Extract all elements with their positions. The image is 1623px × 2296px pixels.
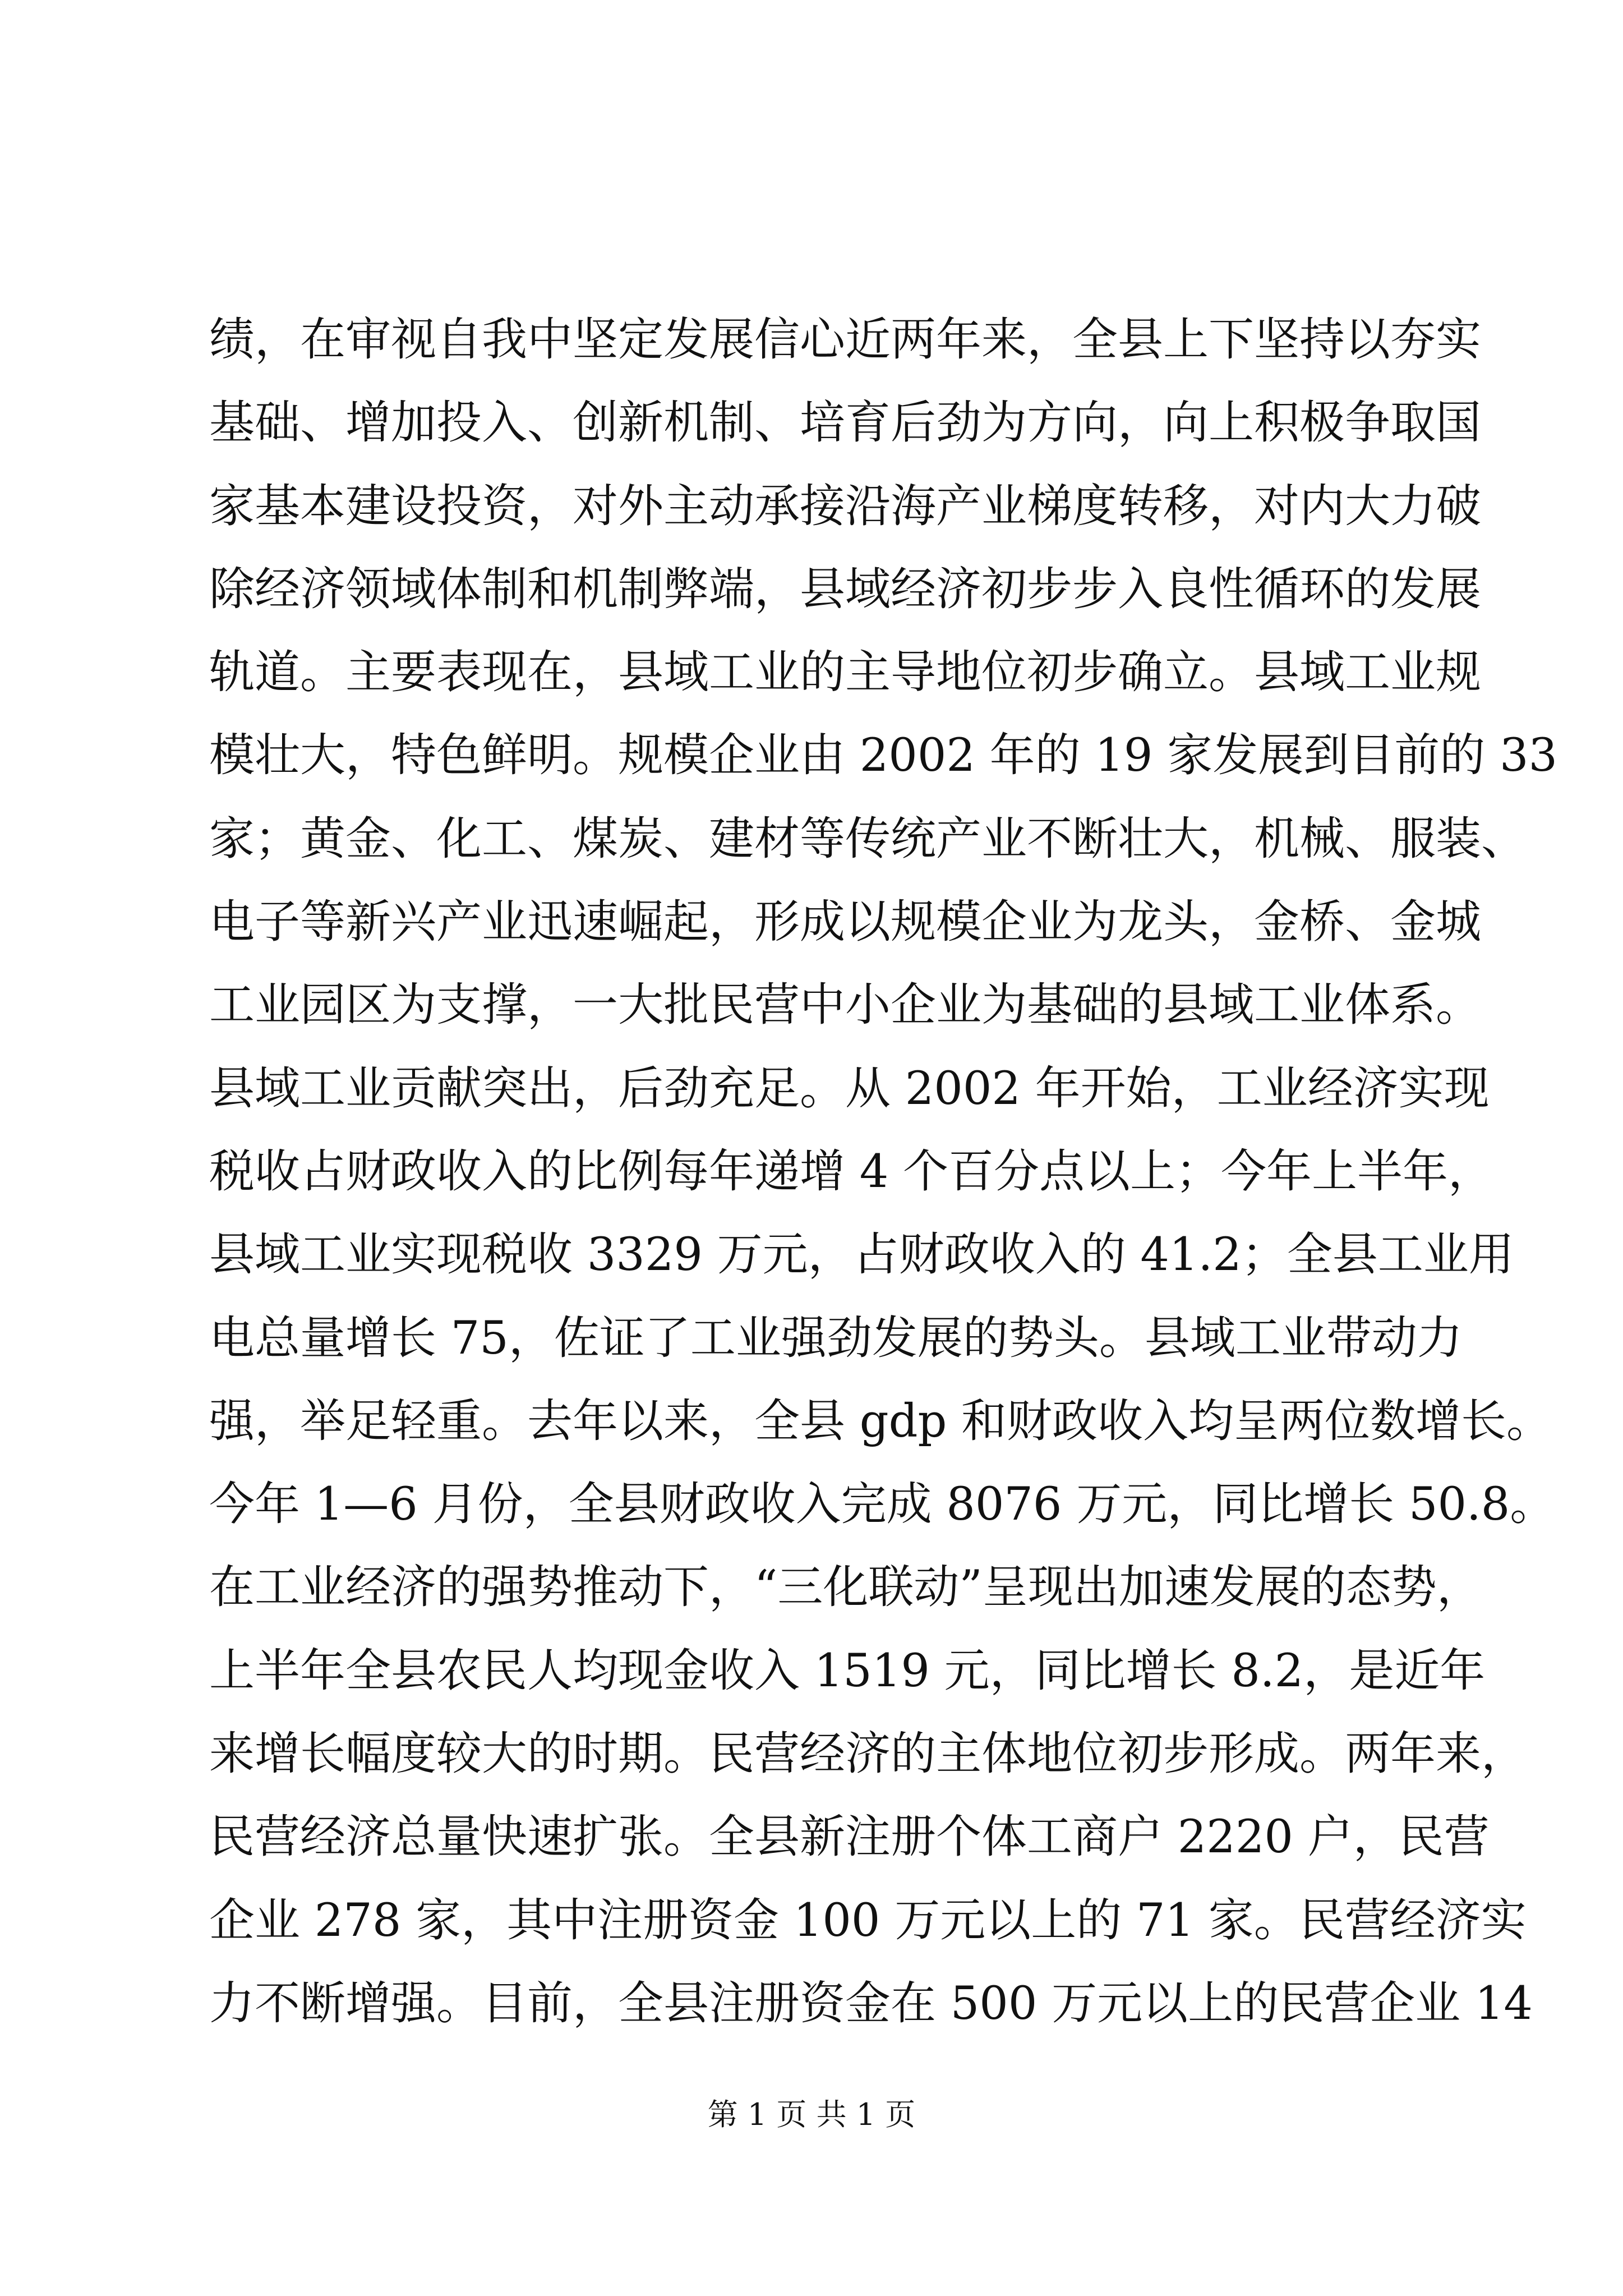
text-line: 力不断增强。目前，全县注册资金在 500 万元以上的民营企业 14 [209, 1977, 1533, 2030]
text-line: 税收占财政收入的比例每年递增 4 个百分点以上；今年上半年， [209, 1145, 1494, 1198]
page-footer [0, 2095, 1623, 2134]
body-text [209, 298, 1558, 2045]
text-line: 绩，在审视自我中坚定发展信心近两年来，全县上下坚持以夯实 [209, 314, 1482, 366]
page-number-label: 第 1 页 共 1 页 [707, 2097, 916, 2132]
text-line: 县域工业贡献突出，后劲充足。从 2002 年开始，工业经济实现 [209, 1062, 1490, 1115]
text-line: 除经济领域体制和机制弊端，县域经济初步步入良性循环的发展 [209, 563, 1482, 616]
text-line: 在工业经济的强势推动下，“三化联动”呈现出加速发展的态势， [209, 1561, 1482, 1614]
text-line: 民营经济总量快速扩张。全县新注册个体工商户 2220 户，民营 [209, 1811, 1490, 1864]
text-line: 企业 278 家，其中注册资金 100 万元以上的 71 家。民营经济实 [209, 1894, 1527, 1947]
text-line: 强，举足轻重。去年以来，全县 gdp 和财政收入均呈两位数增长。 [209, 1395, 1552, 1448]
text-line: 电总量增长 75，佐证了工业强劲发展的势头。县域工业带动力 [209, 1312, 1463, 1365]
text-line: 基础、增加投入、创新机制、培育后劲为方向，向上积极争取国 [209, 397, 1482, 450]
text-line: 来增长幅度较大的时期。民营经济的主体地位初步形成。两年来， [209, 1728, 1527, 1781]
text-line: 家基本建设投资，对外主动承接沿海产业梯度转移，对内大力破 [209, 480, 1482, 533]
text-line: 模壮大，特色鲜明。规模企业由 2002 年的 19 家发展到目前的 33 [209, 729, 1558, 783]
text-line: 上半年全县农民人均现金收入 1519 元，同比增长 8.2，是近年 [209, 1644, 1486, 1697]
text-line: 工业园区为支撑，一大批民营中小企业为基础的县域工业体系。 [209, 979, 1482, 1032]
text-line: 县域工业实现税收 3329 万元，占财政收入的 41.2；全县工业用 [209, 1228, 1514, 1282]
text-line: 电子等新兴产业迅速崛起，形成以规模企业为龙头，金桥、金城 [209, 896, 1482, 949]
text-line: 轨道。主要表现在，县域工业的主导地位初步确立。县域工业规 [209, 646, 1482, 700]
text-line: 家；黄金、化工、煤炭、建材等传统产业不断壮大，机械、服装、 [209, 812, 1527, 866]
text-line: 今年 1—6 月份，全县财政收入完成 8076 万元，同比增长 50.8。 [209, 1478, 1556, 1531]
